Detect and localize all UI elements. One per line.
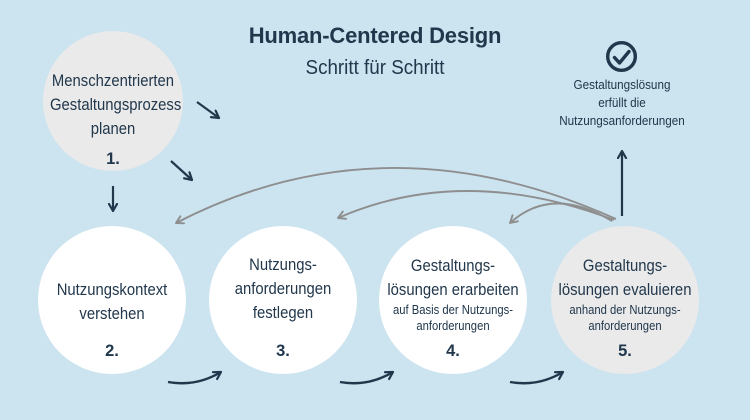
step-1-line: Gestaltungsprozess: [50, 96, 182, 114]
step-3-line: anforderungen: [234, 280, 332, 298]
goal-caption-line: Gestaltungslösung: [573, 77, 671, 92]
diagram-title: Human-Centered Design: [248, 23, 502, 48]
flow-arrow-step4-to-step5: [510, 372, 563, 383]
step-2-line: verstehen: [79, 305, 145, 323]
step-5-line: lösungen evaluieren: [558, 281, 692, 299]
goal-caption-line: Nutzungsanforderungen: [559, 113, 685, 128]
step-5-sublabel: [558, 302, 691, 334]
flow-arrow-step3-to-step4: [340, 372, 393, 383]
step-circle-2: [38, 226, 186, 374]
step-3-label: [216, 253, 349, 325]
step-2-number: 2.: [105, 342, 119, 360]
step-2-label: [45, 278, 178, 326]
step-1-label: [50, 69, 182, 141]
step-4-subline: auf Basis der Nutzungs-: [392, 303, 514, 317]
goal-caption: [523, 76, 721, 130]
step-3-line: Nutzungs-: [249, 256, 317, 274]
step-3-line: festlegen: [252, 304, 314, 322]
feedback-arrow-step5-to-step2: [176, 168, 616, 223]
step-4-line: lösungen erarbeiten: [387, 281, 519, 299]
feedback-arrow-step5-to-step4: [510, 203, 612, 223]
diagram-subtitle: Schritt für Schritt: [305, 57, 445, 79]
step-1-line: Menschzentrierten: [51, 72, 175, 90]
goal-caption-line: erfüllt die: [598, 95, 646, 110]
step-5-line: Gestaltungs-: [582, 257, 668, 275]
step-circle-3: [209, 226, 357, 374]
step-4-label: [386, 254, 519, 302]
step-2-line: Nutzungskontext: [56, 281, 168, 299]
step-4-number: 4.: [446, 342, 460, 360]
step-5-subline: anhand der Nutzungs-: [569, 303, 681, 317]
step-circle-5: [551, 226, 699, 374]
step-circle-1: [43, 31, 183, 171]
flow-arrow-step2-to-step3: [168, 372, 221, 383]
step-4-line: Gestaltungs-: [410, 257, 496, 275]
flow-arrow-step1-branch-upper: [197, 102, 219, 118]
step-5-subline: anforderungen: [588, 319, 662, 333]
feedback-arrow-step5-to-step3: [338, 191, 614, 220]
step-3-number: 3.: [276, 342, 290, 360]
step-circle-4: [379, 226, 527, 374]
step-4-subline: anforderungen: [416, 319, 490, 333]
step-5-number: 5.: [618, 342, 632, 360]
step-1-number: 1.: [106, 150, 120, 168]
step-1-line: planen: [90, 120, 136, 138]
step-4-sublabel: [386, 302, 519, 334]
step-5-label: [558, 254, 691, 302]
